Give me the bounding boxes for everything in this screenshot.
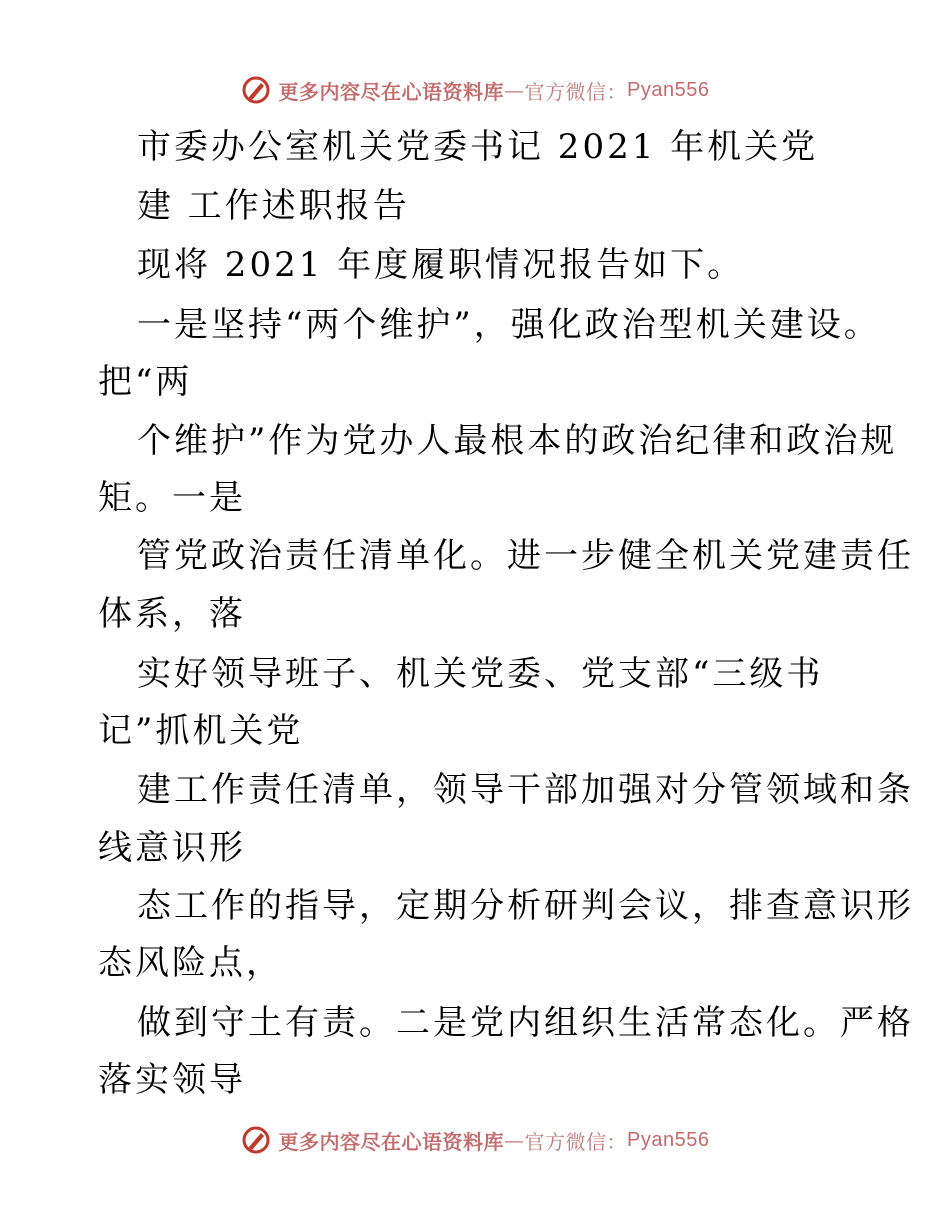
body-line: 把“两 [98, 362, 193, 402]
title-line-2: 建 工作述职报告 [137, 186, 410, 226]
watermark-main-text: 更多内容尽在心语资料库 [278, 79, 505, 104]
body-line: 落实领导 [98, 1060, 246, 1100]
watermark-side-text: 官方微信： [524, 1129, 628, 1154]
body-line: 实好领导班子、机关党委、党支部“三级书 [137, 654, 824, 694]
body-line: 建工作责任清单，领导干部加强对分管领域和条 [137, 770, 914, 810]
watermark-id: Pyan556 [627, 78, 710, 101]
watermark-dash: — [504, 1128, 525, 1152]
body-line: 体系，落 [98, 594, 246, 634]
body-line: 线意识形 [98, 828, 246, 868]
title-line-1: 市委办公室机关党委书记 2021 年机关党 [137, 127, 819, 167]
body-line: 态风险点， [98, 943, 283, 983]
body-line: 一是坚持“两个维护”，强化政治型机关建设。 [137, 305, 881, 345]
watermark-dash: — [504, 78, 525, 102]
watermark-side-text: 官方微信： [524, 79, 628, 104]
watermark-main-text: 更多内容尽在心语资料库 [278, 1129, 505, 1154]
body-line: 做到守土有责。二是党内组织生活常态化。严格 [137, 1003, 914, 1043]
body-line: 管党政治责任清单化。进一步健全机关党建责任 [137, 536, 914, 576]
body-line: 个维护”作为党办人最根本的政治纪律和政治规 [137, 421, 898, 461]
watermark-footer [0, 1120, 950, 1160]
watermark-id: Pyan556 [627, 1128, 710, 1151]
pen-logo-icon [241, 1125, 271, 1155]
body-line: 现将 2021 年度履职情况报告如下。 [137, 245, 745, 285]
body-line: 矩。一是 [98, 478, 246, 518]
pen-logo-icon [241, 75, 271, 105]
body-line: 态工作的指导，定期分析研判会议，排查意识形 [137, 886, 914, 926]
watermark-header [0, 70, 950, 110]
body-line: 记”抓机关党 [98, 711, 304, 751]
